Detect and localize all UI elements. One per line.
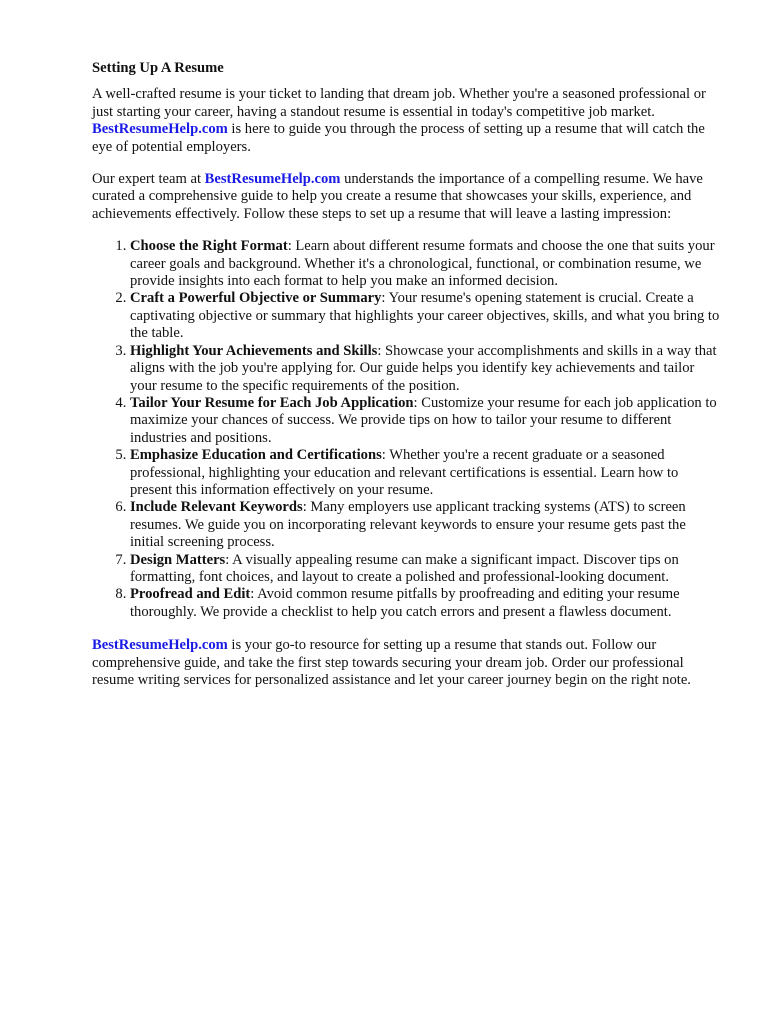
intro-text-before: A well-crafted resume is your ticket to landing that dream job. Whether you're a seasoned professional or just starting your career, having a standout resume is essential in today's competitive job market. [92, 86, 706, 120]
step-item [130, 586, 722, 621]
step-title: Tailor Your Resume for Each Job Application [130, 394, 414, 411]
step-item [130, 395, 722, 447]
step-title: Choose the Right Format [130, 238, 288, 255]
step-item [130, 343, 722, 395]
document-page [92, 60, 722, 704]
team-paragraph [92, 171, 722, 223]
step-text: : Avoid common resume pitfalls by proofreading and editing your resume thoroughly. We provide a checklist to help you catch errors and present a flawless document. [130, 586, 680, 620]
step-title: Emphasize Education and Certifications [130, 447, 382, 464]
step-title: Proofread and Edit [130, 586, 251, 603]
closing-paragraph [92, 637, 722, 689]
step-text: : Whether you're a recent graduate or a seasoned professional, highlighting your education and relevant certifications is essential. Learn how to present this information effectively on your resume. [130, 447, 679, 498]
closing-text-after: is your go-to resource for setting up a resume that stands out. Follow our comprehensive guide, and take the first step towards securing your dream job. Order our professional resume writing services for personalized assistance and let your career journey begin on the right note. [92, 637, 691, 688]
intro-paragraph [92, 86, 722, 156]
step-item [130, 447, 722, 499]
team-text-before: Our expert team at [92, 171, 205, 188]
document-title: Setting Up A Resume [92, 60, 224, 76]
intro-text-after: is here to guide you through the process of setting up a resume that will catch the eye of potential employers. [92, 121, 705, 155]
site-link[interactable]: BestResumeHelp.com [92, 121, 228, 138]
step-title: Include Relevant Keywords [130, 499, 303, 516]
step-text: : Customize your resume for each job application to maximize your chances of success. We provide tips on how to tailor your resume to different industries and positions. [130, 394, 717, 446]
step-item [130, 552, 722, 587]
step-text: : Your resume's opening statement is crucial. Create a captivating objective or summary that highlights your career objectives, skills, and what you bring to the table. [130, 290, 720, 342]
step-item [130, 499, 722, 551]
team-text-after: understands the importance of a compelling resume. We have curated a comprehensive guide to help you create a resume that showcases your skills, experience, and achievements effectively. Follow these steps to set up a resume that will leave a lasting impression: [92, 171, 703, 222]
steps-list [92, 238, 722, 621]
step-text: : Many employers use applicant tracking systems (ATS) to screen resumes. We guide you on incorporating relevant keywords to ensure your resume gets past the initial screening process. [130, 499, 686, 551]
step-text: : Showcase your accomplishments and skills in a way that aligns with the job you're applying for. Our guide helps you identify key achievements and tailor your resume to the specific requirements of the position. [130, 342, 717, 394]
step-title: Highlight Your Achievements and Skills [130, 342, 378, 359]
step-text: : Learn about different resume formats and choose the one that suits your career goals and background. Whether it's a chronological, functional, or combination resume, we provide insights into each format to help you make an informed decision. [130, 238, 715, 290]
step-title: Craft a Powerful Objective or Summary [130, 290, 382, 307]
step-text: : A visually appealing resume can make a significant impact. Discover tips on formatting, font choices, and layout to create a polished and professional-looking document. [130, 551, 679, 585]
site-link[interactable]: BestResumeHelp.com [204, 171, 341, 188]
step-title: Design Matters [130, 551, 226, 568]
site-link[interactable]: BestResumeHelp.com [92, 637, 228, 654]
step-item [130, 238, 722, 290]
step-item [130, 290, 722, 342]
